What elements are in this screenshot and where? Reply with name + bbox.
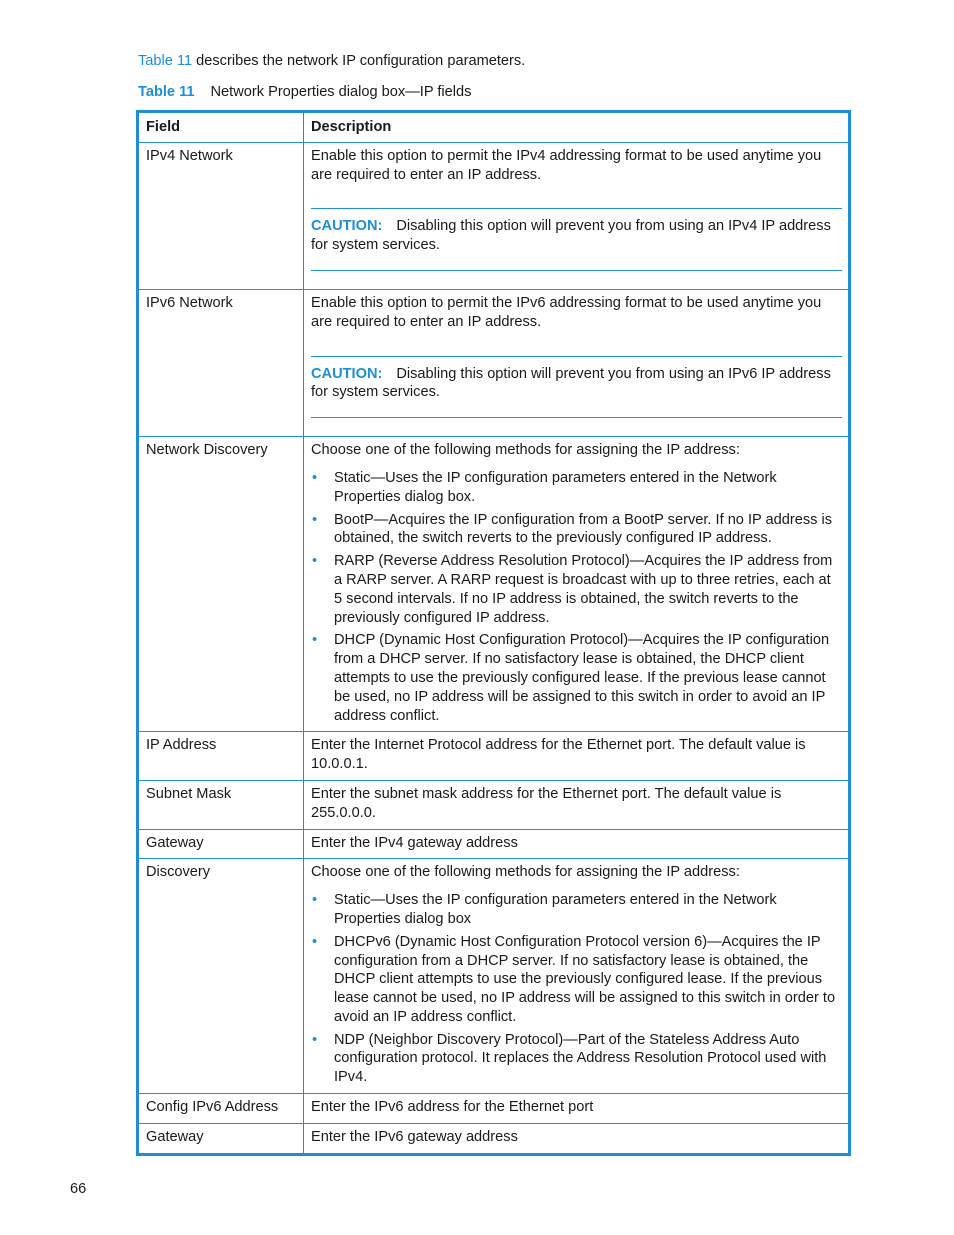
description-cell: Enter the IPv4 gateway address <box>304 829 850 859</box>
list-item-text: Static—Uses the IP configuration parameters entered in the Network Properties dialog box. <box>334 469 777 505</box>
field-cell: Discovery <box>138 859 304 1094</box>
list-item <box>312 891 842 929</box>
field-cell: Network Discovery <box>138 437 304 732</box>
description-cell: Enter the Internet Protocol address for the Ethernet port. The default value is 10.0.0.1. <box>304 732 850 781</box>
table-row <box>138 142 850 289</box>
table-caption-title: Network Properties dialog box—IP fields <box>210 84 472 100</box>
list-item-text: DHCPv6 (Dynamic Host Configuration Protocol version 6)—Acquires the IP configuration from a DHCP server. If no satisfactory lease is obtained, the DHCP client attempts to use the previously configured lease. If the previous lease cannot be used, no IP address will be assigned to this switch in order to avoid an IP address conflict. <box>334 933 836 1025</box>
list-item-text: RARP (Reverse Address Resolution Protocol)—Acquires the IP address from a RARP server. A RARP request is broadcast with up to three retries, each at 5 second intervals. If no IP address is obtained, the switch reverts to the previously configured IP address. <box>334 553 833 626</box>
method-list <box>311 891 842 1087</box>
description-cell <box>304 142 850 289</box>
list-item-text: NDP (Neighbor Discovery Protocol)—Part of the Stateless Address Auto configuration protocol. It replaces the Address Resolution Protocol used with IPv4. <box>334 1031 827 1086</box>
table-row <box>138 289 850 436</box>
field-cell: IP Address <box>138 732 304 781</box>
field-cell: Subnet Mask <box>138 780 304 829</box>
table-row <box>138 859 850 1094</box>
table-row <box>138 1094 850 1124</box>
table-row <box>138 437 850 732</box>
caution-label: CAUTION: <box>311 365 383 382</box>
table-header-row <box>138 112 850 143</box>
list-item <box>312 552 842 627</box>
description-cell: Enter the IPv6 gateway address <box>304 1123 850 1154</box>
bullet-icon: • <box>312 469 318 486</box>
list-item <box>312 933 842 1027</box>
list-item <box>312 1031 842 1087</box>
description-cell: Enter the IPv6 address for the Ethernet port <box>304 1094 850 1124</box>
table-row <box>138 732 850 781</box>
list-item <box>312 631 842 725</box>
table-row <box>138 829 850 859</box>
method-list <box>311 469 842 725</box>
caution-text: Disabling this option will prevent you from using an IPv6 IP address for system services. <box>311 365 831 401</box>
description-text: Choose one of the following methods for assigning the IP address: <box>311 864 740 881</box>
table-caption <box>138 82 471 102</box>
caution-label: CAUTION: <box>311 218 383 235</box>
column-header-description: Description <box>304 112 850 143</box>
bullet-icon: • <box>312 933 318 950</box>
caution-text: Disabling this option will prevent you from using an IPv4 IP address for system services. <box>311 218 831 254</box>
table-row <box>138 780 850 829</box>
table-reference-link[interactable]: Table 11 <box>138 53 193 69</box>
caution-note <box>311 208 842 271</box>
list-item-text: BootP—Acquires the IP configuration from a BootP server. If no IP address is obtained, the switch reverts to the previously configured IP address. <box>334 511 833 547</box>
field-cell: IPv6 Network <box>138 289 304 436</box>
field-cell: IPv4 Network <box>138 142 304 289</box>
intro-text: describes the network IP configuration parameters. <box>192 53 526 69</box>
table-row <box>138 1123 850 1154</box>
bullet-icon: • <box>312 511 318 528</box>
description-text: Enable this option to permit the IPv6 addressing format to be used anytime you are required to enter an IP address. <box>311 294 822 330</box>
description-cell <box>304 859 850 1094</box>
caution-note <box>311 356 842 419</box>
bullet-icon: • <box>312 553 318 570</box>
list-item <box>312 469 842 507</box>
field-cell: Gateway <box>138 1123 304 1154</box>
intro-sentence <box>138 51 525 71</box>
description-text: Choose one of the following methods for assigning the IP address: <box>311 442 740 459</box>
page-number: 66 <box>70 1181 87 1197</box>
field-cell: Gateway <box>138 829 304 859</box>
bullet-icon: • <box>312 892 318 909</box>
table-caption-label: Table 11 <box>138 84 195 100</box>
description-cell <box>304 437 850 732</box>
column-header-field: Field <box>138 112 304 143</box>
list-item-text: DHCP (Dynamic Host Configuration Protocol)—Acquires the IP configuration from a DHCP server. If no satisfactory lease is obtained, the DHCP client attempts to use the previously configured lease. If the previous lease cannot be used, no IP address will be assigned to this switch in order to avoid an IP address conflict. <box>334 632 830 724</box>
ip-fields-table <box>136 110 851 1156</box>
field-cell: Config IPv6 Address <box>138 1094 304 1124</box>
description-cell: Enter the subnet mask address for the Ethernet port. The default value is 255.0.0.0. <box>304 780 850 829</box>
bullet-icon: • <box>312 1031 318 1048</box>
description-text: Enable this option to permit the IPv4 addressing format to be used anytime you are required to enter an IP address. <box>311 147 822 183</box>
bullet-icon: • <box>312 632 318 649</box>
description-cell <box>304 289 850 436</box>
list-item <box>312 511 842 549</box>
list-item-text: Static—Uses the IP configuration parameters entered in the Network Properties dialog box <box>334 892 777 927</box>
